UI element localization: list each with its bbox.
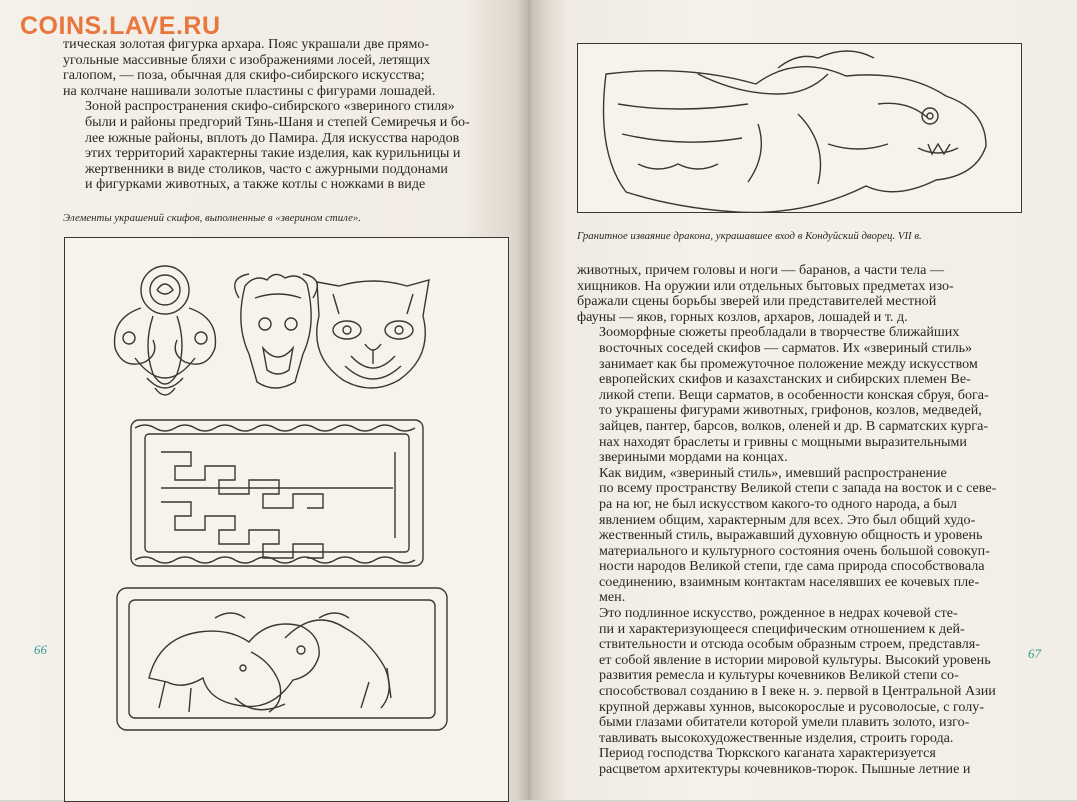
text-line: звериными мордами на концах. bbox=[599, 449, 788, 466]
granite-dragon-sculpture-icon bbox=[604, 51, 987, 212]
watermark: COINS.LAVE.RU bbox=[20, 12, 221, 40]
text-line: Период господства Тюркского каганата характеризуется bbox=[599, 745, 936, 762]
text-line: Зооморфные сюжеты преобладали в творчестве ближайших bbox=[599, 324, 960, 341]
text-line: Как видим, «звериный стиль», имевший распространение bbox=[599, 464, 947, 481]
feline-face-plaque-icon bbox=[317, 280, 429, 388]
text-line: хищников. На оружии или отдельных бытовых предметах изо- bbox=[577, 277, 954, 294]
paragraph bbox=[577, 325, 1019, 465]
text-line: занимает как бы промежуточное положение между искусством bbox=[599, 355, 978, 372]
text-line: ликой степи. Вещи сарматов, в особенности конская сбруя, бога- bbox=[599, 386, 989, 403]
right-figure-frame bbox=[577, 43, 1022, 213]
text-line: и фигурками животных, а также котлы с ножками в виде bbox=[85, 176, 426, 193]
bull-head-plaque-icon bbox=[235, 274, 317, 388]
right-figure-caption: Гранитное изваяние дракона, украшавшее вход в Кондуйский дворец. VII в. bbox=[577, 230, 922, 242]
round-ornament-icon bbox=[115, 266, 216, 395]
text-line: Это подлинное искусство, рожденное в недрах кочевой сте- bbox=[599, 605, 958, 622]
text-line: ности народов Великой степи, где сама природа способствовала bbox=[599, 558, 985, 575]
paragraph bbox=[577, 263, 1019, 325]
text-line: жественный стиль, выражавший духовную общность и уровень bbox=[599, 527, 983, 544]
text-line: фауны — яков, горных козлов, архаров, лошадей и т. д. bbox=[577, 308, 908, 325]
paragraph bbox=[63, 37, 505, 99]
right-page-number: 67 bbox=[1028, 646, 1041, 661]
text-line: соединению, взаимным контактам населявших ее кочевых пле- bbox=[599, 573, 980, 590]
text-line: пи и характеризующееся специфическим отношением к дей- bbox=[599, 620, 965, 637]
text-line: развития ремесла и культуры кочевников Великой степи со- bbox=[599, 667, 959, 684]
left-page-number: 66 bbox=[34, 642, 47, 657]
text-line: бражали сцены борьбы зверей или представителей местной bbox=[577, 293, 937, 310]
text-line: европейских скифов и казахстанских и сибирских племен Ве- bbox=[599, 371, 971, 388]
text-line: тическая золотая фигурка архара. Пояс украшали две прямо- bbox=[63, 36, 430, 52]
text-line: ствительности и отсюда особым образным строем, представля- bbox=[599, 636, 980, 653]
book-gutter bbox=[516, 0, 546, 800]
text-line: быми глазами обитатели которой умели плавить золото, изго- bbox=[599, 714, 970, 731]
text-line: восточных соседей скифов — сарматов. Их «звериный стиль» bbox=[599, 339, 973, 356]
text-line: зайцев, пантер, барсов, волков, оленей и др. В сарматских курга- bbox=[599, 417, 989, 434]
text-line: расцветом архитектуры кочевников-тюрок. Пышные летние и bbox=[599, 761, 971, 777]
text-line: жертвенники в виде столиков, часто с ажурными поддонами bbox=[85, 160, 448, 177]
left-body-text bbox=[63, 37, 505, 193]
text-line: Зоной распространения скифо-сибирского «звериного стиля» bbox=[85, 98, 455, 115]
text-line: ра на юг, не был искусством какого-то одного народа, а был bbox=[599, 495, 957, 512]
text-line: угольные массивные бляхи с изображениями лосей, летящих bbox=[63, 51, 431, 68]
text-line: крупной державы хуннов, высокорослые и русоволосые, с голу- bbox=[599, 698, 985, 715]
fighting-animals-plaque-icon bbox=[117, 588, 447, 730]
text-line: были и районы предгорий Тянь-Шаня и степей Семиречья и бо- bbox=[85, 113, 470, 130]
right-body-text bbox=[577, 263, 1019, 778]
text-line: явлением общим, характерным для всех. Это был общий худо- bbox=[599, 511, 976, 528]
text-line: этих территорий характерны такие изделия, как курильницы и bbox=[85, 145, 461, 162]
text-line: то украшены фигурами животных, грифонов, козлов, медведей, bbox=[599, 402, 982, 419]
paragraph bbox=[577, 606, 1019, 746]
text-line: животных, причем головы и ноги — баранов, а части тела — bbox=[577, 262, 944, 278]
left-figure-frame bbox=[64, 237, 509, 802]
paragraph bbox=[577, 746, 1019, 777]
text-line: ет собой явление в истории мировой культуры. Высокий уровень bbox=[599, 651, 991, 668]
text-line: материального и культурного состояния очень большой совокуп- bbox=[599, 542, 990, 559]
text-line: мен. bbox=[599, 589, 626, 606]
paragraph bbox=[577, 466, 1019, 606]
text-line: галопом, — поза, обычная для скифо-сибирского искусства; bbox=[63, 67, 425, 84]
text-line: на колчане нашивали золотые пластины с фигурами лошадей. bbox=[63, 82, 436, 99]
text-line: тавливать высокохудожественные изделия, строить города. bbox=[599, 729, 954, 746]
left-figure-caption: Элементы украшений скифов, выполненные в «зверином стиле». bbox=[63, 212, 361, 224]
text-line: по всему пространству Великой степи с запада на восток и с севе- bbox=[599, 480, 997, 497]
paragraph bbox=[63, 99, 505, 193]
text-line: нах находят браслеты и гривны с мощными выразительными bbox=[599, 433, 967, 450]
text-line: лее южные районы, вплоть до Памира. Для искусства народов bbox=[85, 129, 460, 146]
openwork-belt-plaque-icon bbox=[131, 420, 423, 566]
text-line: способствовал созданию в I веке н. э. первой в Центральной Азии bbox=[599, 683, 996, 700]
